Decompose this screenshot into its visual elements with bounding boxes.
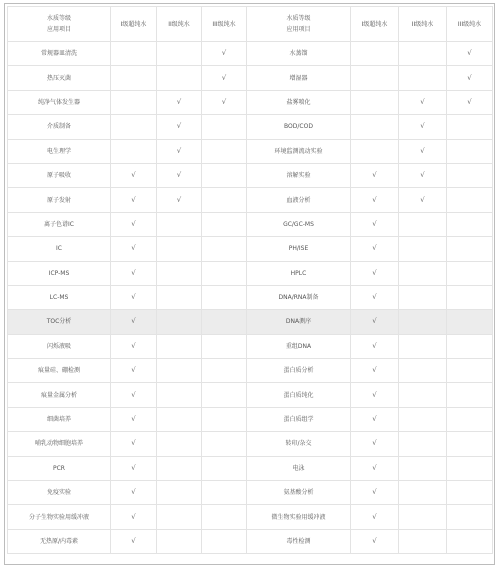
application-label: BOD/COD [247,115,351,139]
empty-cell [202,334,247,358]
application-label: 毒性检测 [247,529,351,553]
empty-cell [202,163,247,187]
check-mark: √ [351,481,399,505]
check-mark: √ [157,90,202,114]
check-mark: √ [351,212,399,236]
header-grade-label: 水质等级 [46,15,71,22]
empty-cell [447,505,493,529]
check-mark: √ [111,456,157,480]
empty-cell [202,188,247,212]
empty-cell [202,383,247,407]
check-mark: √ [351,505,399,529]
header-grade-label: 水质等级 [286,15,311,22]
application-label: 环境监测流动实验 [247,139,351,163]
table-row [8,456,493,480]
header-grade-3: III级纯水 [202,7,247,42]
empty-cell [399,66,447,90]
empty-cell [447,237,493,261]
application-label: PCR [8,456,111,480]
empty-cell [202,505,247,529]
header-application-label: 应用项目 [46,26,71,33]
empty-cell [202,310,247,334]
table-row [8,432,493,456]
empty-cell [157,383,202,407]
empty-cell [399,334,447,358]
empty-cell [111,90,157,114]
empty-cell [447,139,493,163]
empty-cell [447,212,493,236]
empty-cell [399,481,447,505]
empty-cell [157,359,202,383]
application-label: 纯净气体发生器 [8,90,111,114]
application-label: DNA测序 [247,310,351,334]
application-label: ICP-MS [8,261,111,285]
check-mark: √ [351,334,399,358]
empty-cell [157,66,202,90]
table-row [8,529,493,553]
check-mark: √ [157,163,202,187]
application-label: 盐雾喷化 [247,90,351,114]
check-mark: √ [111,383,157,407]
table-row [8,481,493,505]
check-mark: √ [111,261,157,285]
empty-cell [202,285,247,309]
empty-cell [399,432,447,456]
application-label: 微生物实验用缓冲液 [247,505,351,529]
header-right-label [247,7,351,42]
application-label: TOC分析 [8,310,111,334]
check-mark: √ [351,456,399,480]
table-row [8,383,493,407]
empty-cell [399,212,447,236]
application-label: 热压灭菌 [8,66,111,90]
check-mark: √ [351,188,399,212]
header-grade-1: I级超纯水 [111,7,157,42]
empty-cell [447,432,493,456]
empty-cell [399,237,447,261]
empty-cell [447,285,493,309]
table-row [8,359,493,383]
table-row [8,334,493,358]
check-mark: √ [399,188,447,212]
application-label: 电生理学 [8,139,111,163]
check-mark: √ [447,66,493,90]
application-label: 离子色谱IC [8,212,111,236]
check-mark: √ [447,42,493,66]
empty-cell [447,188,493,212]
empty-cell [399,261,447,285]
check-mark: √ [111,237,157,261]
empty-cell [202,407,247,431]
application-label: 溶解实验 [247,163,351,187]
empty-cell [157,237,202,261]
empty-cell [447,261,493,285]
empty-cell [202,432,247,456]
check-mark: √ [351,285,399,309]
check-mark: √ [399,139,447,163]
check-mark: √ [399,90,447,114]
empty-cell [157,334,202,358]
empty-cell [157,481,202,505]
check-mark: √ [111,285,157,309]
empty-cell [111,66,157,90]
empty-cell [202,359,247,383]
empty-cell [447,115,493,139]
table-row [8,115,493,139]
header-grade-1: I级超纯水 [351,7,399,42]
table-row [8,261,493,285]
application-label: 蛋白质纯化 [247,383,351,407]
table-row [8,505,493,529]
empty-cell [351,42,399,66]
empty-cell [157,407,202,431]
check-mark: √ [111,505,157,529]
empty-cell [202,212,247,236]
check-mark: √ [351,237,399,261]
application-label: 水蒸馏 [247,42,351,66]
empty-cell [111,115,157,139]
empty-cell [351,115,399,139]
check-mark: √ [351,407,399,431]
application-label: 分子生物实验用缓冲液 [8,505,111,529]
check-mark: √ [111,432,157,456]
check-mark: √ [111,212,157,236]
empty-cell [399,529,447,553]
check-mark: √ [111,359,157,383]
empty-cell [399,310,447,334]
check-mark: √ [111,163,157,187]
application-label: 哺乳动物细胞培养 [8,432,111,456]
header-left-label [8,7,111,42]
check-mark: √ [447,90,493,114]
empty-cell [351,90,399,114]
application-label: DNA/RNA制备 [247,285,351,309]
empty-cell [399,505,447,529]
empty-cell [447,456,493,480]
application-label: 无热原/内毒素 [8,529,111,553]
application-label: GC/GC-MS [247,212,351,236]
empty-cell [351,139,399,163]
check-mark: √ [157,115,202,139]
empty-cell [202,529,247,553]
check-mark: √ [351,432,399,456]
table-row [8,310,493,334]
application-label: 常规器皿清洗 [8,42,111,66]
application-label: PH/ISE [247,237,351,261]
empty-cell [447,163,493,187]
table-row [8,66,493,90]
check-mark: √ [202,90,247,114]
application-label: 痕量硅、硼检测 [8,359,111,383]
application-label: 增湿器 [247,66,351,90]
application-label: 介质制备 [8,115,111,139]
empty-cell [202,481,247,505]
empty-cell [399,359,447,383]
empty-cell [157,42,202,66]
check-mark: √ [111,188,157,212]
check-mark: √ [111,310,157,334]
table-row [8,139,493,163]
empty-cell [157,261,202,285]
empty-cell [202,237,247,261]
application-label: 氨基酸分析 [247,481,351,505]
check-mark: √ [351,359,399,383]
application-label: 血液分析 [247,188,351,212]
check-mark: √ [111,407,157,431]
empty-cell [111,139,157,163]
application-label: 电泳 [247,456,351,480]
empty-cell [351,66,399,90]
empty-cell [399,42,447,66]
empty-cell [157,432,202,456]
table-row [8,188,493,212]
empty-cell [202,456,247,480]
table-row [8,163,493,187]
empty-cell [202,115,247,139]
table-row [8,90,493,114]
check-mark: √ [111,334,157,358]
check-mark: √ [202,42,247,66]
check-mark: √ [351,310,399,334]
check-mark: √ [351,383,399,407]
empty-cell [157,456,202,480]
empty-cell [157,285,202,309]
table-row [8,285,493,309]
empty-cell [399,285,447,309]
table-row [8,407,493,431]
empty-cell [447,383,493,407]
check-mark: √ [399,115,447,139]
empty-cell [447,529,493,553]
header-grade-3: III级纯水 [447,7,493,42]
application-label: IC [8,237,111,261]
check-mark: √ [157,139,202,163]
empty-cell [447,407,493,431]
header-grade-2: II级纯水 [157,7,202,42]
check-mark: √ [351,163,399,187]
empty-cell [399,383,447,407]
table-row [8,237,493,261]
application-label: 蛋白质组学 [247,407,351,431]
application-label: 闪烁液吸 [8,334,111,358]
application-label: 免疫实验 [8,481,111,505]
check-mark: √ [399,163,447,187]
water-grade-application-table [7,6,493,554]
header-grade-2: II级纯水 [399,7,447,42]
application-label: 转印/杂交 [247,432,351,456]
empty-cell [447,359,493,383]
application-label: LC-MS [8,285,111,309]
empty-cell [157,310,202,334]
check-mark: √ [157,188,202,212]
empty-cell [202,139,247,163]
application-label: 蛋白质分析 [247,359,351,383]
empty-cell [157,505,202,529]
empty-cell [157,212,202,236]
header-application-label: 应用项目 [286,26,311,33]
table-row [8,212,493,236]
empty-cell [399,407,447,431]
check-mark: √ [202,66,247,90]
application-label: 原子发射 [8,188,111,212]
check-mark: √ [351,529,399,553]
application-label: 细菌培养 [8,407,111,431]
application-label: 重组DNA [247,334,351,358]
empty-cell [399,456,447,480]
application-label: 痕量金属分析 [8,383,111,407]
empty-cell [447,310,493,334]
application-label: 原子吸收 [8,163,111,187]
empty-cell [447,334,493,358]
table-header-row [8,7,493,42]
empty-cell [447,481,493,505]
check-mark: √ [111,481,157,505]
table-row [8,42,493,66]
application-label: HPLC [247,261,351,285]
empty-cell [202,261,247,285]
check-mark: √ [351,261,399,285]
check-mark: √ [111,529,157,553]
empty-cell [157,529,202,553]
empty-cell [111,42,157,66]
